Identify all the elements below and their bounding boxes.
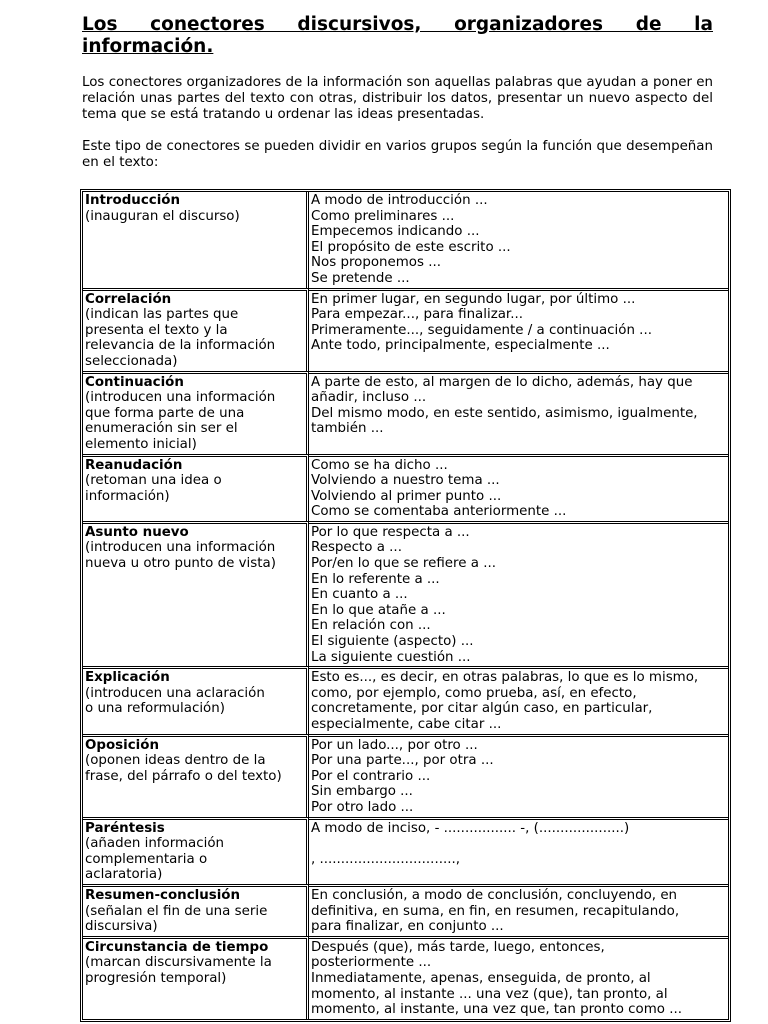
connector-category-cell bbox=[83, 666, 309, 733]
connector-example-line: Nos proponemos ... bbox=[311, 255, 442, 271]
connector-examples-cell bbox=[309, 936, 728, 1019]
connector-category: Asunto nuevo bbox=[85, 524, 189, 540]
connector-example-line: Del mismo modo, en este sentido, asimismo, igualmente, bbox=[311, 405, 698, 421]
intro-paragraph-1: Los conectores organizadores de la información son aquellas palabras que ayudan a poner en relación unas partes del texto con otras, distribuir los datos, presentar un nuevo aspecto del tema que se está tratando u ordenar las ideas presentadas. bbox=[82, 75, 713, 122]
connector-category: Continuación bbox=[85, 374, 184, 390]
connector-row bbox=[83, 288, 728, 371]
connector-category: Explicación bbox=[85, 670, 170, 686]
connector-example-line: posteriormente ... bbox=[311, 955, 432, 971]
connector-description-line: frase, del párrafo o del texto) bbox=[85, 768, 282, 784]
connector-example-line: Ante todo, principalmente, especialmente ... bbox=[311, 338, 610, 354]
connector-example-line: Por otro lado ... bbox=[311, 799, 414, 815]
connector-row bbox=[83, 192, 728, 288]
connector-example-line: también ... bbox=[311, 421, 384, 437]
connector-description-line: (inauguran el discurso) bbox=[85, 208, 240, 224]
connector-example-line: Como se ha dicho ... bbox=[311, 457, 448, 473]
connectors-table-body bbox=[83, 192, 728, 1019]
connector-row bbox=[83, 936, 728, 1019]
connector-category: Circunstancia de tiempo bbox=[85, 939, 269, 955]
connector-example-line: añadir, incluso ... bbox=[311, 390, 427, 406]
connector-examples-cell bbox=[309, 454, 728, 521]
connector-category: Introducción bbox=[85, 193, 181, 208]
connector-example-line: Volviendo a nuestro tema ... bbox=[311, 473, 500, 489]
connector-example-line: definitiva, en suma, en fin, en resumen, recapitulando, bbox=[311, 903, 680, 919]
intro-paragraph-2: Este tipo de conectores se pueden dividir en varios grupos según la función que desempeñan en el texto: bbox=[82, 139, 713, 170]
connector-description-line: discursiva) bbox=[85, 919, 158, 935]
connector-description-line: que forma parte de una bbox=[85, 405, 245, 421]
connector-category: Reanudación bbox=[85, 457, 183, 473]
connector-example-line: Para empezar..., para finalizar... bbox=[311, 307, 523, 323]
connector-example-line: El propósito de este escrito ... bbox=[311, 239, 511, 255]
connector-row bbox=[83, 371, 728, 454]
connector-example-line: Volviendo al primer punto ... bbox=[311, 488, 502, 504]
connector-description-line: complementaria o bbox=[85, 851, 208, 867]
connector-example-line: Como se comentaba anteriormente ... bbox=[311, 504, 567, 520]
connector-description-line: (oponen ideas dentro de la bbox=[85, 753, 266, 769]
connector-example-line: Por/en lo que se refiere a ... bbox=[311, 556, 496, 572]
connector-category-cell bbox=[83, 454, 309, 521]
connector-category-cell bbox=[83, 734, 309, 817]
connector-example-line: concretamente, por citar algún caso, en particular, bbox=[311, 701, 653, 717]
connector-description-line: progresión temporal) bbox=[85, 970, 227, 986]
connector-description-line: (retoman una idea o bbox=[85, 473, 222, 489]
connector-example-line: Por el contrario ... bbox=[311, 768, 431, 784]
connector-category: Correlación bbox=[85, 291, 172, 307]
connector-example-line: momento, al instante, una vez que, tan pronto como ... bbox=[311, 1002, 683, 1018]
connector-category: Oposición bbox=[85, 737, 159, 753]
connector-description-line: (señalan el fin de una serie bbox=[85, 903, 268, 919]
connector-example-line: Primeramente..., seguidamente / a continuación ... bbox=[311, 322, 652, 338]
connector-category-cell bbox=[83, 288, 309, 371]
connector-examples-cell bbox=[309, 192, 728, 288]
connector-example-line: A modo de introducción ... bbox=[311, 193, 488, 208]
connector-category-cell bbox=[83, 817, 309, 884]
connector-example-line: , ................................, bbox=[311, 851, 460, 867]
connector-example-line: En cuanto a ... bbox=[311, 587, 408, 603]
connector-example-line: Por una parte..., por otra ... bbox=[311, 753, 494, 769]
connector-examples-cell bbox=[309, 371, 728, 454]
connector-examples-cell bbox=[309, 817, 728, 884]
connector-example-line: La siguiente cuestión ... bbox=[311, 649, 471, 665]
page-title: Los conectores discursivos, organizadores de la información. bbox=[82, 14, 713, 57]
connector-example-line: Por lo que respecta a ... bbox=[311, 524, 470, 540]
connector-row bbox=[83, 454, 728, 521]
connector-row bbox=[83, 734, 728, 817]
connector-row bbox=[83, 817, 728, 884]
connector-category: Resumen-conclusión bbox=[85, 887, 241, 903]
connector-description-line: (indican las partes que bbox=[85, 307, 239, 323]
connector-description-line: o una reformulación) bbox=[85, 701, 225, 717]
connector-row bbox=[83, 884, 728, 936]
connector-examples-cell bbox=[309, 288, 728, 371]
connector-description-line: enumeración sin ser el bbox=[85, 421, 238, 437]
connector-example-line: En conclusión, a modo de conclusión, concluyendo, en bbox=[311, 887, 678, 903]
connector-example-line: Respecto a ... bbox=[311, 540, 402, 556]
connector-example-line: En primer lugar, en segundo lugar, por último ... bbox=[311, 291, 636, 307]
connector-example-line: Empecemos indicando ... bbox=[311, 224, 480, 240]
connector-description-line: seleccionada) bbox=[85, 353, 178, 369]
connector-description-line: nueva u otro punto de vista) bbox=[85, 556, 276, 572]
connector-description-line: (introducen una información bbox=[85, 390, 276, 406]
connector-description-line: (introducen una aclaración bbox=[85, 685, 265, 701]
connector-category: Paréntesis bbox=[85, 820, 165, 836]
connector-examples-cell bbox=[309, 521, 728, 666]
connector-row bbox=[83, 521, 728, 666]
connector-description-line: elemento inicial) bbox=[85, 436, 197, 452]
connector-category-cell bbox=[83, 936, 309, 1019]
connector-example-line: A parte de esto, al margen de lo dicho, además, hay que bbox=[311, 374, 693, 390]
connector-example-line: Como preliminares ... bbox=[311, 208, 455, 224]
connector-description-line: (añaden información bbox=[85, 836, 224, 852]
connector-example-line: Por un lado..., por otro ... bbox=[311, 737, 478, 753]
connector-description-line: presenta el texto y la bbox=[85, 322, 228, 338]
connector-example-line: especialmente, cabe citar ... bbox=[311, 717, 502, 732]
document-page bbox=[82, 14, 713, 1020]
connector-example-line: En lo que atañe a ... bbox=[311, 602, 446, 618]
connector-example-line: Inmediatamente, apenas, enseguida, de pronto, al bbox=[311, 970, 651, 986]
connector-description-line: relevancia de la información bbox=[85, 338, 276, 354]
connector-examples-cell bbox=[309, 734, 728, 817]
connector-category-cell bbox=[83, 884, 309, 936]
connector-example-line: En lo referente a ... bbox=[311, 571, 440, 587]
connector-example-line: momento, al instante ... una vez (que), tan pronto, al bbox=[311, 986, 668, 1002]
connector-example-line: Se pretende ... bbox=[311, 270, 410, 286]
connector-category-cell bbox=[83, 192, 309, 288]
connector-example-line: A modo de inciso, - ................. -, (....................) bbox=[311, 820, 630, 836]
connector-row bbox=[83, 666, 728, 733]
connector-description-line: aclaratoria) bbox=[85, 867, 163, 883]
connector-description-line: información) bbox=[85, 488, 170, 504]
connector-examples-cell bbox=[309, 666, 728, 733]
connector-example-line: como, por ejemplo, como prueba, así, en efecto, bbox=[311, 685, 637, 701]
connector-category-cell bbox=[83, 521, 309, 666]
connector-example-line: Después (que), más tarde, luego, entonces, bbox=[311, 939, 605, 955]
connector-description-line: (introducen una información bbox=[85, 540, 276, 556]
connector-example-line: Sin embargo ... bbox=[311, 784, 413, 800]
connectors-table bbox=[82, 191, 729, 1020]
connector-category-cell bbox=[83, 371, 309, 454]
connector-example-line: Esto es..., es decir, en otras palabras, lo que es lo mismo, bbox=[311, 670, 699, 686]
connector-description-line: (marcan discursivamente la bbox=[85, 955, 272, 971]
connector-example-line: para finalizar, en conjunto ... bbox=[311, 919, 504, 935]
connector-example-line: El siguiente (aspecto) ... bbox=[311, 634, 474, 650]
connector-example-line: En relación con ... bbox=[311, 618, 431, 634]
connector-examples-cell bbox=[309, 884, 728, 936]
